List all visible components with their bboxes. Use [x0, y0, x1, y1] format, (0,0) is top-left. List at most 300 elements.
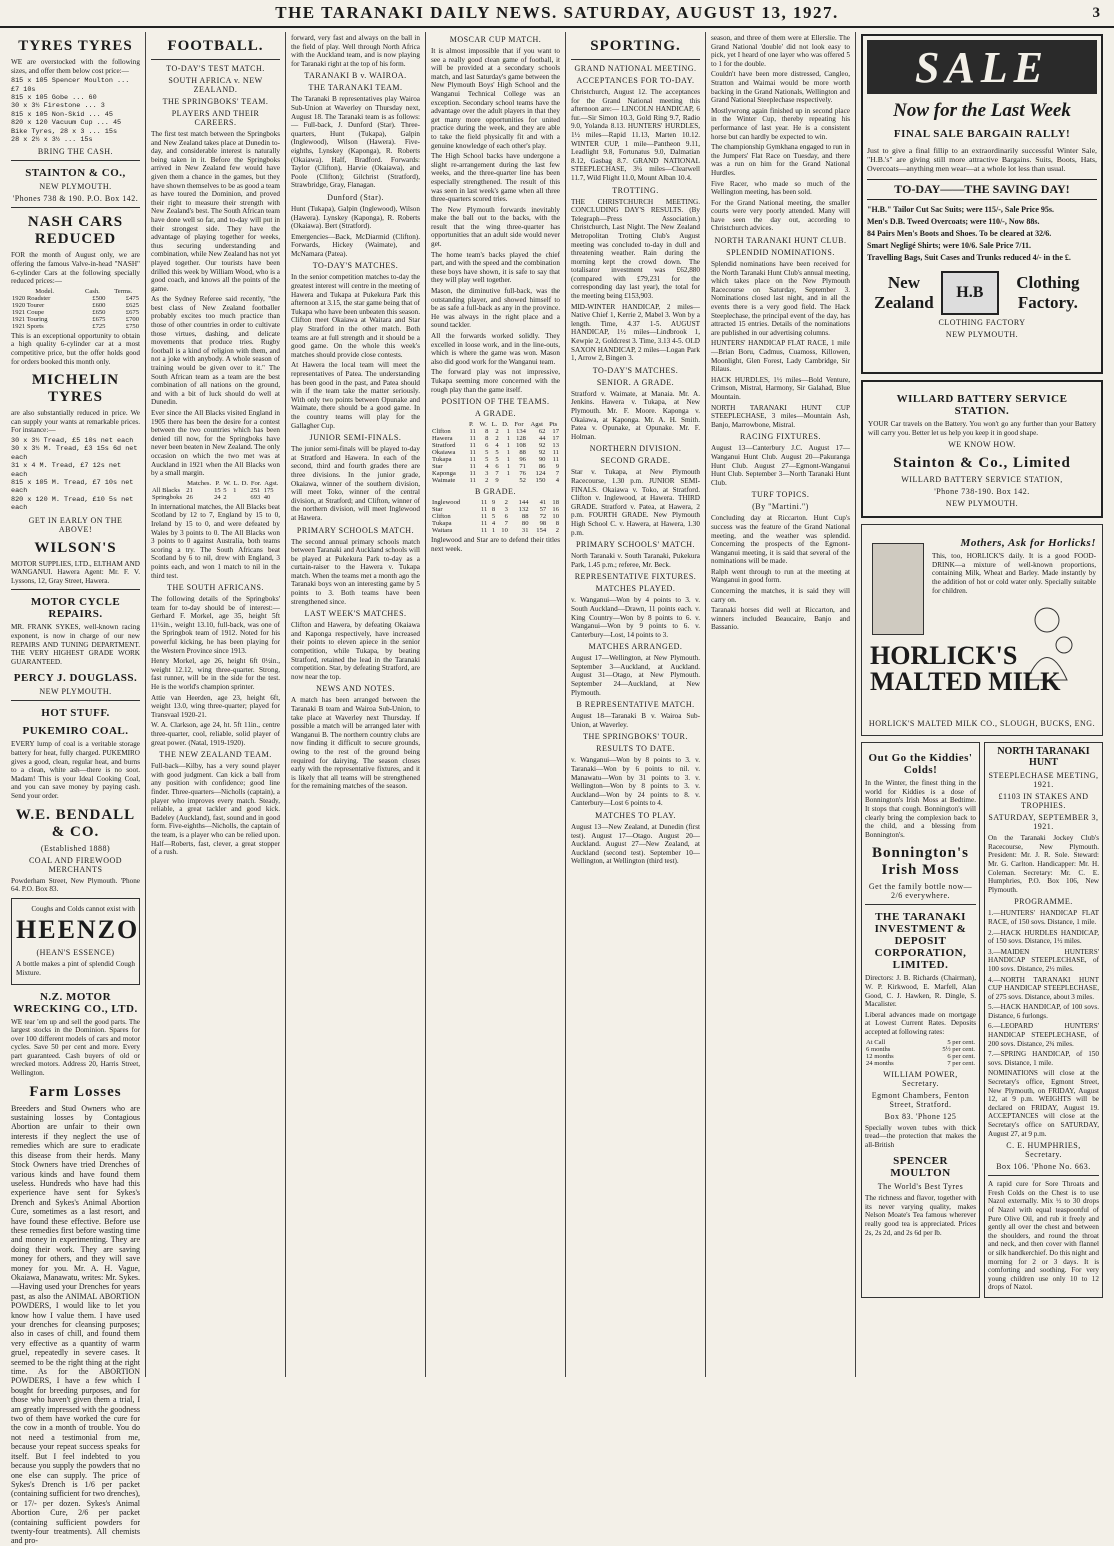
table-cell: 11 — [552, 456, 559, 464]
article-paragraph: v. Wanganui—Won by 4 points to 3. v. South Auckland—Drawn, 11 points each. v. King Country—Won by 8 points to 6. v. Wanganui—Won by 9 points to 6. v. Canterbury—Lost, 14 points to 3. — [571, 596, 700, 639]
article-paragraph: August 18—Taranaki B v. Wairoa Sub-Union, at Waverley. — [571, 712, 700, 729]
table-cell: 144 — [518, 499, 529, 507]
table-cell: 26 — [186, 493, 193, 501]
hunt-stakes: £1103 IN STAKES AND TROPHIES. — [998, 792, 1089, 811]
table-cell: 52 — [519, 477, 526, 485]
article-paragraph: Henry Morkel, age 26, height 6ft 0½in., weight 12.12, wing three-quarter. Strong, fast runner, will be in the side for the test. He is the world's champion sprinter. — [151, 657, 280, 692]
table-cell: 16 — [552, 506, 559, 514]
newspaper-title: THE TARANAKI DAILY NEWS. SATURDAY, AUGUST 13, 1927. — [275, 3, 839, 22]
table-header: Matches. — [187, 479, 212, 487]
table-cell: 11 — [480, 520, 488, 528]
bonningtons-foot: Get the family bottle now—2/6 everywhere. — [868, 882, 973, 901]
table-cell: 11 — [480, 527, 488, 535]
article-paragraph: HUNTERS' HANDICAP FLAT RACE, 1 mile—Brian Boru, Cadmus, Cuamoss, Killowen, Moonlight, Glen Forest, Lady Cambridge, Sir Rilaus. — [711, 339, 850, 374]
article-paragraph: v. Wanganui—Won by 8 points to 3. v. Taranaki—Won by 6 points to nil. v. Manawatu—Won by 31 points to 3. v. Wellington—Won by 8 points to 3. v. Auckland—Won by 24 points to 8. v. Canterbury—Lost 6 points to 4. — [571, 756, 700, 808]
nz-town: NEW PLYMOUTH. — [945, 329, 1019, 339]
primary-heading: PRIMARY SCHOOLS MATCH. — [296, 525, 415, 535]
divider — [865, 904, 976, 905]
sale-line: 84 Pairs Men's Boots and Shoes. To be cleared at 32/6. — [867, 228, 1052, 238]
article-paragraph: Ralph went through to run at the meeting at Wanganui in good form. — [711, 567, 850, 585]
table-cell: 251 — [250, 486, 261, 494]
table-cell: 11 — [469, 470, 476, 478]
sale-line: Smart Negligé Shirts; were 10/6. Sale Price 7/11. — [867, 240, 1032, 250]
douglass-name: PERCY J. DOUGLASS. — [13, 672, 138, 685]
test-match-heading: TO-DAY'S TEST MATCH. — [166, 64, 265, 73]
hunt-note: NOMINATIONS will close at the Secretary's office, Egmont Street, New Plymouth, on FRIDAY, August 12, at 9 p.m. WEIGHTS will be declared on FRIDAY, August 19. ACCEPTANCES will close at the Secretary's office on SATURDAY, August 27, at 9 p.m. — [988, 1069, 1099, 1138]
spencer-name: SPENCER MOULTON — [890, 1155, 951, 1180]
article-paragraph: As the Sydney Referee said recently, "the best class of New Zealand footballer probably excites too much practice than those of other countries in order to cultivate those virtues, dashing, and delicate movements that produce tries. Rugby football is a kind of religion with them, and not a joke with anybody. A whole season of training would be given over to it." The South African team as a team are the best combination of all nations on the ground, and with a bit of luck should do well at Dunedin. — [151, 295, 280, 407]
table-cell: 3 — [485, 470, 489, 478]
table-cell: Waitara — [432, 527, 453, 535]
table-cell: Okaiawa — [432, 449, 456, 457]
nazol-advert: A rapid cure for Sore Throats and Fresh Colds on the Chest is to use Nazol externally. Mix ½ to 30 drops of Nazol with equal teaspoonful of Pure Olive Oil, and rub it freely and gently all over the chest and between the shoulders, and round the throat and neck, and then cover with flannel or silk handkerchief. Do this night and morning for 2 or 3 days. It is comforting and soothing. For very young children use only 10 to 12 drops of Nazol. — [988, 1180, 1099, 1292]
position-heading: POSITION OF THE TEAMS. — [441, 397, 550, 407]
second-grade-heading: SECOND GRADE. — [600, 456, 671, 466]
table-cell: 175 — [263, 486, 274, 494]
article-paragraph: North Taranaki v. South Taranaki, Pukekura Park, 1.45 p.m.; referee, Mr. Beck. — [571, 552, 700, 569]
table-cell: 5 — [495, 449, 499, 457]
column-7-advertisements — [856, 32, 1108, 1377]
table-cell: 5 — [485, 456, 489, 464]
bonningtons-advert — [861, 742, 980, 1298]
table-row — [11, 309, 140, 316]
table-cell — [500, 477, 511, 484]
divider — [11, 160, 140, 161]
table-cell: 90 — [538, 456, 546, 464]
tyres-line: 28 x 2½ x 3½ ... 15s — [11, 136, 93, 145]
table-cell: 1 — [233, 486, 237, 494]
table-cell: Hawera — [432, 435, 453, 443]
article-paragraph: At Hawera the local team will meet the representatives of Patea. The understanding has been good in the past, and Patea should win if the team take the matter seriously. With only two points between Opunake and Waimate, there should be a good game. In the country teams will play for the Gallagher Cup. — [291, 361, 420, 430]
table-cell: Kaponga — [432, 470, 456, 478]
table-header: For — [514, 421, 524, 429]
masthead — [0, 0, 1114, 28]
table-row — [865, 1060, 976, 1067]
table-cell: 132 — [518, 506, 529, 514]
hunt-meeting-advert — [984, 742, 1103, 1298]
table-cell: 11 — [469, 456, 476, 464]
article-paragraph: Hunt (Tukapa), Galpin (Inglewood), Wilson (Hawera). Lynskey (Kaponga), R. Roberts (Okaiawa). Bert (Stratford). — [291, 204, 420, 231]
table-cell: 92 — [538, 442, 546, 450]
hunt-item: 3.—MAIDEN HUNTERS' HANDICAP STEEPLECHASE, of 100 sovs. Distance, 2½ miles. — [988, 947, 1099, 973]
table-row — [431, 428, 560, 435]
table-cell: 1 — [506, 463, 510, 471]
article-paragraph: W. A. Clarkson, age 24, ht. 5ft 11in., centre three-quarter, cool, reliable, solid player of great power. (Natal, 1919-1920). — [151, 721, 280, 747]
nash-body: FOR the month of August only, we are offering the famous Valve-in-head "NASH" 6-cylinder Cars at the following specially reduced prices:— — [11, 251, 140, 286]
table-cell: 2 — [495, 435, 499, 443]
south-africans-heading: THE SOUTH AFRICANS. — [167, 583, 264, 593]
table-cell: £675 — [92, 315, 106, 323]
article-paragraph: Couldn't have been more distressed, Cangleo, Stratton and Waimai would be more worth backing in the Grand Nationals, Wellington and Grand National Steeplechase respectively. — [711, 70, 850, 105]
table-cell: 5½ per cent. — [942, 1045, 975, 1053]
table-cell: 9 — [555, 463, 559, 471]
heenzo-small: A bottle makes a pint of splendid Cough Mixture. — [16, 960, 135, 977]
willard-phone: 'Phone 738-190. Box 142. — [934, 487, 1030, 497]
table-cell: 11 — [480, 506, 488, 514]
tyres-line: 815 x 105 Gobe ... 60 — [11, 94, 97, 102]
michelin-line: 815 x 105 M. Tread, £7 10s net each — [11, 479, 134, 496]
table-cell: 10 — [501, 527, 508, 535]
table-row — [11, 295, 140, 302]
article-paragraph: The High School backs have undergone a slight re-arrangement during the last few weeks, and the three-quarter line has been especially strengthened. The result of this was seen in last week's game when all three three-quarters scored tries. — [431, 152, 560, 204]
sale-intro: Just to give a final fillip to an extraordinarily successful Winter Sale, "H.B.'s" are giving still more attractive Bargains. Suits, Boots, Hats, Overcoats—anything men wear—at a whole lot less than usual. — [867, 146, 1097, 174]
table-header — [151, 480, 185, 487]
stainton-name: STAINTON & CO., — [25, 167, 126, 180]
column-1 — [6, 32, 146, 1546]
table-header: D. — [502, 421, 509, 429]
table-header: P. — [215, 479, 220, 487]
table-cell: £625 — [125, 301, 139, 309]
table-cell: Tukapa — [432, 520, 452, 528]
table-cell: 17 — [552, 428, 559, 436]
clothing-factory-label: Clothing Factory. — [1016, 272, 1080, 312]
table-cell — [232, 494, 240, 501]
sporting-heading: SPORTING. — [590, 38, 681, 54]
table-cell: 4 — [485, 463, 489, 471]
table-cell: Waimate — [432, 477, 456, 485]
article-paragraph: HACK HURDLES, 1½ miles—Bold Venture, Crimson, Mistral, Harmony, Sir Galahad, Blue Mountain. — [711, 375, 850, 401]
tyres-line: 30 x 3½ Firestone ... 3 — [11, 102, 105, 111]
divider — [11, 700, 140, 701]
table-cell: 6 per cent. — [947, 1052, 975, 1060]
table-cell: 10 — [552, 513, 559, 521]
table-cell: 11 — [480, 513, 488, 521]
last-week-heading: LAST WEEK'S MATCHES. — [304, 609, 407, 619]
motorcycle-heading: MOTOR CYCLE REPAIRS. — [30, 596, 121, 621]
table-row — [431, 470, 560, 477]
junior-heading: JUNIOR SEMI-FINALS. — [309, 433, 402, 443]
table-cell: 24 — [214, 493, 221, 501]
table-cell: 1 — [506, 456, 510, 464]
sale-banner — [867, 40, 1097, 94]
table-cell: 7 — [504, 520, 508, 528]
bonningtons-name: Bonnington's Irish Moss — [871, 845, 970, 879]
grand-national-heading: GRAND NATIONAL MEETING. — [574, 64, 697, 73]
table-cell: 11 — [469, 442, 476, 450]
table-cell: 11 — [552, 449, 559, 457]
article-paragraph: NORTH TARANAKI HUNT CUP STEEPLECHASE, 3 miles—Mountain Ash, Banjo, Marrowbone, Mistral. — [711, 403, 850, 429]
table-cell: 8 — [555, 520, 559, 528]
table-cell: 31 — [521, 527, 529, 535]
michelin-line: 31 x 4 M. Tread, £7 12s net each — [11, 462, 122, 479]
table-header: Cash. — [84, 287, 100, 295]
douglass-town: NEW PLYMOUTH. — [39, 687, 112, 697]
willard-heading: WILLARD BATTERY SERVICE STATION. — [896, 393, 1068, 417]
a-grade-table — [431, 421, 560, 484]
table-cell: 5 — [223, 486, 227, 494]
table-header: Pts — [549, 421, 558, 429]
table-row — [431, 520, 560, 527]
michelin-tail: GET IN EARLY ON THE ABOVE! — [28, 515, 123, 534]
tiad-box: Box 83. 'Phone 125 — [884, 1111, 957, 1121]
michelin-body: are also substantially reduced in price. We can supply your wants at remarkable prices. For instance:— — [11, 409, 140, 435]
michelin-line: 30 x 3½ M. Tread, £3 15s 6d net each — [11, 445, 138, 462]
springbok-tour-heading: THE SPRINGBOKS' TOUR. — [583, 732, 688, 742]
table-cell: 44 — [538, 435, 546, 443]
table-cell — [240, 487, 249, 494]
north-taranaki-hunt-heading: NORTH TARANAKI HUNT CLUB. — [714, 236, 847, 246]
bendall-address: Powderham Street, New Plymouth. 'Phone 64. P.O. Box 83. — [11, 876, 140, 894]
hunt-meeting: STEEPLECHASE MEETING, 1921. — [988, 771, 1099, 790]
table-cell: 7 — [555, 470, 559, 478]
tiad-heading: THE TARANAKI INVESTMENT & DEPOSIT CORPORATION, LIMITED. — [874, 911, 967, 972]
football-heading: FOOTBALL. — [167, 38, 264, 54]
table-cell: Inglewood — [432, 499, 461, 507]
table-cell: 8 — [485, 435, 489, 443]
table-row — [151, 494, 280, 501]
moscar-heading: MOSCAR CUP MATCH. — [449, 35, 542, 44]
taranaki-team-heading: THE TARANAKI TEAM. — [308, 83, 403, 93]
table-cell: 108 — [516, 442, 526, 450]
table-cell: 2 — [223, 493, 227, 501]
table-cell: 134 — [516, 428, 526, 436]
table-header: Model. — [35, 287, 55, 295]
column-5 — [566, 32, 706, 1377]
table-cell: 80 — [521, 520, 529, 528]
table-cell: 5 — [485, 449, 489, 457]
table-cell: 13 — [552, 442, 559, 450]
tyres-line: 820 x 120 Vacuum Cup ... 45 — [11, 119, 122, 128]
column-6 — [706, 32, 856, 1377]
table-cell: 5 — [495, 456, 499, 464]
table-cell: 57 — [539, 506, 547, 514]
table-cell: At Call — [866, 1038, 886, 1046]
test-subtitle: SOUTH AFRICA v. NEW ZEALAND. — [168, 76, 263, 94]
hunt-item: 1.—HUNTERS' HANDICAP FLAT RACE, of 150 sovs. Distance, 1 mile. — [988, 909, 1099, 926]
table-cell: 1 — [506, 428, 510, 436]
heenzo-advert — [11, 898, 140, 985]
table-cell: 62 — [538, 428, 546, 436]
table-cell: 1921 Touring — [12, 315, 48, 323]
divider — [11, 589, 140, 590]
table-cell: 88 — [521, 513, 529, 521]
table-header: W. — [223, 479, 231, 487]
divider — [571, 59, 700, 60]
primary-heading: PRIMARY SCHOOLS' MATCH. — [575, 540, 696, 550]
horlicks-text-block — [932, 531, 1096, 597]
michelin-line: 30 x 3½ Tread, £5 10s net each — [11, 436, 134, 445]
table-cell: 17 — [552, 435, 559, 443]
turf-topics-heading: TURF TOPICS. — [751, 490, 810, 500]
nz-team-heading: THE NEW ZEALAND TEAM. — [159, 750, 272, 760]
table-cell: £600 — [92, 301, 106, 309]
tyres-heading: TYRES TYRES — [18, 38, 133, 54]
sale-line: "H.B." Tailor Cut Sac Suits; were 115/-, Sale Price 95s. — [867, 204, 1055, 214]
sale-word: SALE — [914, 42, 1050, 92]
table-cell: 11 — [469, 463, 476, 471]
table-cell — [240, 494, 249, 501]
divider — [11, 207, 140, 208]
tyres-tail: BRING THE CASH. — [37, 147, 114, 157]
hb-sale-advert — [861, 34, 1103, 374]
sale-line: Travelling Bags, Suit Cases and Trunks reduced 4/- in the £. — [867, 252, 1071, 262]
hunt-programme: PROGRAMME. — [1014, 897, 1073, 907]
tiad-name: WILLIAM POWER, Secretary. — [883, 1069, 958, 1088]
fullback-line: Dunford (Star). — [327, 192, 384, 202]
article-paragraph: The championship Gymkhana engaged to run in the Jumpers' Flat Race on Tuesday, and there was a run on him for the Grand National Hurdles. — [711, 143, 850, 177]
hb-logo — [941, 271, 999, 315]
table-cell: 4 — [491, 520, 496, 528]
table-header: Terms. — [114, 287, 133, 295]
senior-heading: SENIOR. A GRADE. — [596, 377, 675, 387]
table-cell: 76 — [519, 470, 526, 478]
wairoa-heading: TARANAKI B v. WAIROA. — [304, 71, 407, 81]
table-cell: 5 — [491, 513, 496, 521]
michelin-line: 820 x 120 M. Tread, £10 5s net each — [11, 495, 134, 513]
pukemiro-heading: PUKEMIRO COAL. — [22, 725, 129, 738]
rep-heading: REPRESENTATIVE FIXTURES. — [574, 572, 697, 582]
table-cell: 4 — [555, 477, 559, 485]
table-row — [865, 1053, 976, 1060]
bendall-est: (Established 1888) — [40, 843, 111, 853]
article-paragraph: A match has been arranged between the Taranaki B team and Wairoa Sub-Union, to take place at Waverley next Thursday. If possible a match will be arranged later with Wanganui B. The northern country clubs are now finding it difficult to secure grounds, owing to the rest of the ground being required for dairying. The season closes early with the representative fixtures, and it is likely that all teams will be strengthened for the remaining matches of the season. — [291, 696, 420, 791]
tiad-directors: Directors: J. B. Richards (Chairman), W. P. Kirkwood, E. Marfell, Alan Good, C. J. Hawken, R. Dingle, S. Macalister. — [865, 974, 976, 1009]
column-4 — [426, 32, 566, 1377]
table-cell: £675 — [125, 308, 139, 316]
article-paragraph: The forward play was not impressive, Tukapa seeming more concerned with the rough play than the game itself. — [431, 368, 560, 394]
table-header: L. — [491, 421, 498, 429]
hunt-sign: C. E. HUMPHRIES, Secretary. — [1006, 1141, 1081, 1160]
table-cell: 1 — [506, 442, 510, 450]
table-cell: £725 — [92, 322, 106, 330]
stainton-phone: 'Phones 738 & 190. P.O. Box 142. — [12, 194, 139, 204]
table-cell: 1921 Sports — [12, 322, 44, 330]
todays-matches-heading: TO-DAY'S MATCHES. — [592, 365, 679, 375]
table-cell: 2 — [485, 477, 489, 485]
nz-clothing-row — [867, 271, 1097, 315]
wilsons-body: MOTOR SUPPLIES, LTD., ELTHAM AND WANGANUI. Hawera Agent: Mr. F. V. Lyssons, 12, Gray Street, Hawera. — [11, 559, 140, 585]
article-paragraph: Inglewood and Star are to defend their titles next week. — [431, 536, 560, 553]
table-cell: 11 — [469, 435, 476, 443]
tiad-rates-table — [865, 1039, 976, 1067]
todays-matches-heading: TO-DAY'S MATCHES. — [312, 261, 399, 271]
horlicks-tagline: Mothers, Ask for Horlicks! — [960, 537, 1096, 550]
article-paragraph: In the senior competition matches to-day the greatest interest will centre in the meeting of Hawera and Tukapa at Pukekura Park this afternoon at 3.15, the star game being that of Tukapa who have been unbeaten this season. Clifton meet Okaiawa at Waitara and Star play Stratford in the other match. Both teams are at full strength and it should be a good game. On the whole this week's matches should provide close contests. — [291, 273, 420, 359]
article-paragraph: In international matches, the All Blacks beat Scotland by 12 to 7, England by 15 to 0, Ireland by 15 to 0, and were defeated by Wales by 3 points to 0. The All Blacks won 3 points to 0 against Australia, both teams scoring a try. The South Africans beat Scotland by 6 to nil, drew with England, 3 points each, and won 1 match to nil in the third test. — [151, 502, 280, 580]
article-paragraph: MID-WINTER HANDICAP, 2 miles—Native Chief 1, Kerrie 2, Mabel 3. Won by a length. Time, 4.37 1-5. AUGUST HANDICAP, 1½ miles—Lindbrook 1, Kewpie 2, Goldcrest 3. Time, 3.13 4-5. OLD SAXON HANDICAP, 2 miles—Logan Park 1, Arrow 2, Bingen 3. — [571, 302, 700, 363]
springboks-heading: THE SPRINGBOKS' TEAM. — [162, 97, 269, 106]
table-cell: 86 — [538, 463, 546, 471]
hunt-date: SATURDAY, SEPTEMBER 3, 1921. — [988, 813, 1099, 832]
tea-advert: The richness and flavor, together with its never varying quality, makes Nelson Moate's Tea famous wherever really good tea is appreciated. Prices 2s, 2s 2d, and 2s 6d per lb. — [865, 1194, 976, 1237]
article-paragraph: Christchurch, August 12. The acceptances for the Grand National meeting this afternoon are:— LINCOLN HANDICAP, 6 fur.—Sir Simon 10.3, Gold Ring 9.7, Radio 9.0, Yolanda 8.13. HUNTERS' HURDLES, 1½ miles—Rapid 11.13, Marten 10.12. WINTER CUP, 1 mile—Pantheon 9.11, Leadlight 9.8, Fortunatus 9.0, Dalmatian 8.12, Gasbag 8.7. GRAND NATIONAL STEEPLECHASE, 3¼ miles—Clearwell 11.7, Wild Flight 11.0, Mount Alban 10.4. — [571, 88, 700, 182]
article-paragraph: For the Grand National meeting, the smaller courts were very poorly attended. Many will have seen the day out, according to Christchurch advices. — [711, 198, 850, 233]
table-cell: 18 — [552, 499, 559, 507]
fixtures-list: August 13—Canterbury J.C. August 17—Wanganui Hunt Club. August 20—Pakuranga Hunt Club. August 27—Egmont-Wanganui Hunt Club. September 3—North Taranaki Hunt Club. — [711, 444, 850, 487]
pukemiro-body: EVERY lump of coal is a veritable storage battery for heat, fully charged. PUKEMIRO gives a good, clean, regular heat, and burns to a clean, white ash—there is no soot. Madam! This is your Ideal Cooking Coal, and you can save money by paying cash. Send your order. — [11, 740, 140, 800]
article-paragraph: THE CHRISTCHURCH MEETING. CONCLUDING DAY'S RESULTS. (By Telegraph—Press Association.) Christchurch, Last Night. The New Zealand Metropolitan Trotting Club's August meeting was concluded to-day in dull and threatening weather. Rain during the morning kept the crowd down. The totalisator investment was £62,880 (compared with £79,231 for the corresponding day last year), the total for the meeting being £153,903. — [571, 197, 700, 301]
racing-fixtures-heading: RACING FIXTURES. — [740, 432, 821, 442]
bonningtons-heading: Out Go the Kiddies' Colds! — [868, 752, 973, 777]
tyres-list — [11, 77, 140, 144]
willard-we-know: WE KNOW HOW. — [948, 440, 1016, 450]
table-cell: 11 — [469, 428, 476, 436]
table-cell: 3 — [504, 506, 508, 514]
table-cell: 11 — [480, 499, 488, 507]
article-paragraph: The second annual primary schools match between Taranaki and Auckland schools will be played at Pukekura Park to-day as a curtain-raiser to the Hawera v. Tukapa match. When the teams met a month ago the Taranaki boys won an interesting game by 5 points to 3. Both teams have been strengthened since. — [291, 537, 420, 606]
bendall-line: COAL AND FIREWOOD MERCHANTS — [28, 855, 123, 874]
table-cell: 1920 Roadster — [12, 294, 51, 302]
tiad-address: Egmont Chambers, Fenton Street, Stratford. — [871, 1090, 970, 1109]
b-rep-heading: B REPRESENTATIVE MATCH. — [576, 700, 695, 710]
table-row — [431, 442, 560, 449]
article-paragraph: August 17—Wellington, at New Plymouth. September 3—Auckland, at Auckland. August 31—Otago, at New Plymouth. September 24—Auckland, at New Plymouth. — [571, 654, 700, 697]
article-paragraph: Full-back—Kilby, has a very sound player with good judgment. Can kick a ball from any position with confidence; good line finder. Three-quarters—Nicholls (captain), a player who improves every match. Steady, reliable, a great tackler and good kick. Badeley (Auckland), fast, sound and in good form. Five-eighths—Nicholls, the captain of the team, is a player who can be relied upon. Half—Roberts, fast, clever, a great stopper of a rush. — [151, 762, 280, 857]
horlicks-tin-image — [872, 543, 924, 635]
table-cell: £650 — [92, 308, 106, 316]
table-cell: 7 — [495, 470, 499, 478]
arranged-heading: MATCHES ARRANGED. — [588, 642, 683, 652]
table-cell: Star — [432, 463, 443, 471]
players-heading: PLAYERS AND THEIR CAREERS. — [171, 109, 260, 127]
table-row — [431, 499, 560, 506]
article-paragraph: The New Plymouth forwards inevitably make the ball out to the backs, with the result that the wing three-quarter has opportunities that an adult side would never get. — [431, 205, 560, 249]
spencer-intro: Specially woven tubes with thick tread—the protection that makes the all-British — [865, 1123, 976, 1149]
bendall-name: W.E. BENDALL & CO. — [15, 806, 136, 840]
table-cell: 4 — [495, 442, 499, 450]
wilsons-heading: WILSON'S — [34, 539, 117, 556]
northern-heading: NORTHERN DIVISION. — [589, 444, 682, 454]
to-play-heading: MATCHES TO PLAY. — [595, 811, 676, 820]
table-row — [431, 527, 560, 534]
article-paragraph: Emergencies—Back, McDiarmid (Clifton). Forwards, Hickey (Waimate), and McNamara (Patea). — [291, 232, 420, 258]
table-cell: 124 — [535, 470, 546, 478]
hunt-item: 2.—HACK HURDLES HANDICAP, of 150 sovs. Distance, 1½ miles. — [988, 928, 1099, 946]
table-cell: 8 — [485, 428, 489, 436]
table-cell: 1 — [506, 470, 510, 478]
nzmotor-body: WE tear 'em up and sell the good parts. The largest stocks in the Dominion. Spares for over 100 different models of cars and motor cycles. Save 50 per cent and more. Every part guaranteed. Cash buyers of old or wrecked motors. Address 20, Harris Street, Wellington. — [11, 1017, 140, 1078]
table-cell: 9 — [491, 499, 496, 507]
table-header: L. — [233, 479, 240, 487]
played-heading: MATCHES PLAYED. — [595, 584, 676, 594]
bonningtons-body: In the Winter, the finest thing in the world for Kiddies is a dose of Bonnington's Irish Moss at Bedtime. It stops that cough. Bonnington's will clearly bring the complexion back to the child, and a blessing from Bonnington's. — [865, 779, 976, 839]
table-row — [11, 323, 140, 330]
willard-battery-advert — [861, 380, 1103, 518]
table-cell: 92 — [538, 449, 546, 457]
article-paragraph: All the forwards worked solidly. They excelled in loose work, and in the line-outs, which is where the game was won. Mason also did good work for the Wanganui team. — [431, 332, 560, 366]
table-cell: 40 — [263, 493, 271, 501]
farm-body: Breeders and Stud Owners who are sustaining losses by Contagious Abortion are unfair to their own interests if they neglect the use of remedies which are sure to eradicate this disease from their herds. Many Stock Owners have tried Drenches of various kinds and have found them useless. Hundreds who have had this experience have sent for Sykes's Drench and Sykes's Animal Abortion Cure, sometimes as a last resort, and have found these effective. Before use these remedies first before wasting time and money in experimenting. They are doing their work. They are saving money for others, and they will save money for you. Mr. A. H. Vague, Okaiawa, Manawatu, writes: Mr. Sykes.—Having used your Drenches for years past, as also the ANIMAL ABORTION POWDERS, I would like to let you know how I value them. I have used your drenches for cleansing purposes; also in cases of chill, and found them very effective as a quantity of warm gruel, repeatedly in severe cases. It seemed to be the right thing at the right time. As for the ABORTION POWDERS, I have a few which I bought for breeding purposes, and for those who haven't given them a trial, I am greatly impressed with the goodness two of them have worked the cure for the cow in a month of trouble. You do not need a testimonial from me, because your repeat success speaks for itself. But I feel indebted to you because you supply the powders that no one else can supply. The price of Sykes's Drench is 1/6 per packet (containing sufficient for two drenches), or 17/- per dozen. Sykes's Animal Abortion Cure, 2/6 per packet (containing sufficient powders for twenty-four treatments). All chemists and pro- — [11, 1103, 140, 1546]
article-paragraph: August 13—New Zealand, at Dunedin (first test). August 17—Otago. August 20—Auckland. August 27—New Zealand, at Auckland (second test). September 10—Wellington, at Wellington (third test). — [571, 823, 700, 866]
table-cell: 96 — [519, 456, 526, 464]
nash-heading: NASH CARS REDUCED — [27, 214, 124, 248]
sale-headline: Now for the Last Week — [893, 100, 1071, 121]
horlicks-advert — [861, 524, 1103, 736]
table-cell: Springboks — [152, 493, 183, 501]
willard-body: YOUR Car travels on the Battery. You won't go any further than your Battery will carry you. Better let us help you keep it in good shape. — [868, 420, 1096, 437]
article-paragraph: It is almost impossible that if you want to see a really good clean game of football, it will be provided at a secondary schools match, and last Saturday's game between the New Plymouth Boys' High School and the Wanganui Technical College was an exception. Secondary school teams have the advantage over the adult players in that they get many more opportunities for united practice during the week, and they are able to take the field physically fit and with a genuine knowledge of each other's play. — [431, 47, 560, 150]
hunt-heading: NORTH TARANAKI HUNT — [997, 746, 1090, 769]
nz-label: New Zealand — [874, 272, 934, 312]
table-cell: 8 — [491, 506, 496, 514]
table-row — [431, 513, 560, 520]
sale-rally: FINAL SALE BARGAIN RALLY! — [893, 128, 1071, 140]
table-row — [431, 463, 560, 470]
table-row — [865, 1046, 976, 1053]
table-header: Agst. — [264, 479, 279, 487]
table-cell: 41 — [539, 499, 547, 507]
tyres-line: 815 x 105 Spencer Moulton ... £7 10s — [11, 77, 130, 94]
horlicks-foot: HORLICK'S MALTED MILK CO., SLOUGH, BUCKS, ENG. — [868, 719, 1096, 729]
heenzo-tag: (HEAN'S ESSENCE) — [36, 948, 115, 958]
table-cell: 24 months — [866, 1059, 894, 1067]
table-cell: 150 — [535, 477, 546, 485]
article-paragraph: The home team's backs played the chief part, and with the speed and the combination these boys have shown, it is safe to say that they will play well together. — [431, 250, 560, 285]
table-cell: 15 — [214, 486, 221, 494]
table-cell: 11 — [469, 477, 476, 485]
table-header: For. — [250, 479, 262, 487]
table-cell: 5 per cent. — [947, 1038, 975, 1046]
